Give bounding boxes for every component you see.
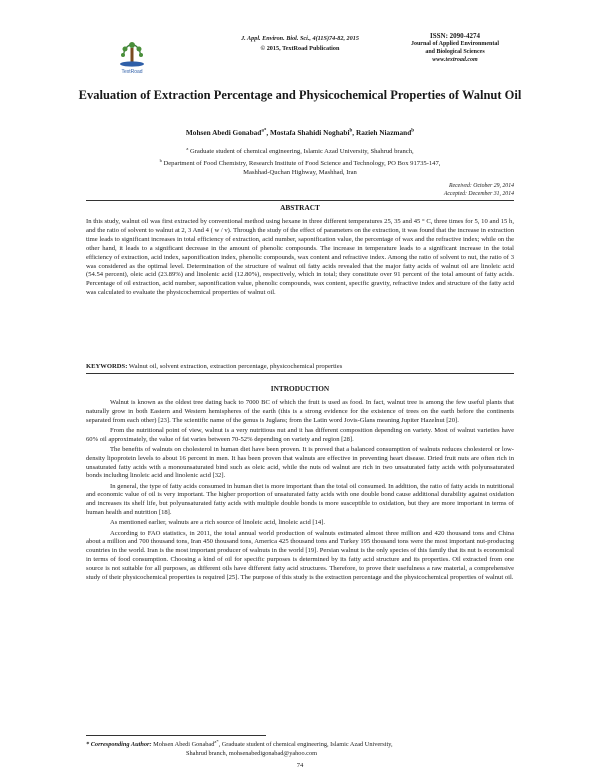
footnote-line1: , Graduate student of chemical engineering, Islamic Azad University,: [218, 741, 393, 749]
affiliation-a-mark: a: [186, 146, 189, 151]
journal-name-line1: Journal of Applied Environmental: [410, 41, 500, 47]
footnote-author-mark: a*: [214, 739, 219, 744]
paragraph: The benefits of walnuts on cholesterol in human diet have been proven. It is proved that a balanced consumption of walnuts reduces cholesterol or low-density lipoprotein levels to about 16 percent in men. It has been proven that walnuts are effective in preventing heart disease. Dried fruit nuts are often rich in unsaturated fatty acids with a monounsaturated bind such as oleic acid, while the nuts od walnut are rich in two unsaturated fatty acids with polyunsaturated bonds including linoleic acid and linolenic acid [32].: [86, 445, 514, 480]
paragraph: In general, the type of fatty acids consumed in human diet is more important than the total oil consumed. In addition, the ratio of fatty acids in nutritional and economic value of oil is very important. The higher proportion of unsaturated fatty acids with one double bond cause additional durability against oxidation and increases its shelf life, but polyunsaturated fatty acids with multiple double bonds is more susceptible to oxidation, but they are more important in terms of human health and nutrition [18].: [86, 482, 514, 517]
divider: [86, 373, 514, 374]
affiliation-b-line2: Mashhad-Quchan Highway, Mashhad, Iran: [243, 168, 357, 176]
author-1-mark: a*: [261, 128, 267, 134]
received-date: Received: October 29, 2014: [448, 183, 514, 189]
keywords-label: KEYWORDS:: [86, 363, 128, 370]
corresponding-author-footnote: [86, 738, 514, 758]
paragraph: Walnut is known as the oldest tree dating back to 7000 BC of which the fruit is used as food. In fact, walnut tree is among the few useful plants that naturally grow in both Eastern and Western hemispheres of the earth (this is a strong evidence for the existence of trees on the earth before the continents separated from each other) [23]. The scientific name of the genus is Juglans; from the Latin word Jovis-Glans meaning Jupiter Hazelnut [20].: [86, 399, 514, 424]
keywords-text: Walnut oil, solvent extraction, extraction percentage, physicochemical properties: [127, 363, 343, 370]
journal-citation: [200, 34, 400, 53]
abstract-heading: ABSTRACT: [280, 203, 320, 212]
accepted-date: Accepted: December 31, 2014: [443, 190, 514, 197]
author-2: Mostafa Shahidi Noghabi: [270, 128, 350, 137]
copyright-notice: © 2015, TextRoad Publication: [260, 44, 340, 52]
journal-info: [395, 32, 515, 64]
journal-url[interactable]: www.textroad.com: [432, 57, 478, 63]
journal-reference: J. Appl. Environ. Biol. Sci., 4(11S)74-82, 2015: [241, 35, 359, 42]
affiliations: [60, 145, 540, 178]
introduction-body: [86, 399, 514, 584]
paragraph: From the nutritional point of view, walnut is a very nutritious nut and it has different composition depending on variety. Most of walnut varieties have 60% oil approximately, the value of fat varies between 70-52% depending on variety and region [28].: [86, 426, 514, 443]
paragraph: As mentioned earlier, walnuts are a rich source of linoleic acid, linoleic acid [14].: [110, 519, 326, 527]
dates: [444, 183, 514, 198]
author-2-mark: b: [349, 128, 353, 134]
footnote-author: Mohsen Abedi Gonabad: [151, 741, 215, 749]
introduction-heading: INTRODUCTION: [270, 384, 330, 393]
divider: [86, 200, 514, 201]
journal-name-line2: and Biological Sciences: [425, 49, 485, 55]
keywords: [86, 363, 514, 372]
footnote-divider: [86, 735, 266, 736]
author-list: Mohsen Abedi Gonabad$^{a*}$, Mostafa Shahidi Noghabi$^b$, Razieh Niazmand$^b$: [185, 128, 415, 137]
affiliation-a: [60, 145, 540, 157]
affiliation-b-text: Department of Food Chemistry, Research Institute of Food Science and Technology, PO Box 91735-147,: [161, 160, 441, 168]
issn: ISSN: 2090-4274: [430, 32, 480, 40]
page-number: 74: [296, 762, 304, 769]
paper-title: Evaluation of Extraction Percentage and Physicochemical Properties of Walnut Oil: [78, 88, 522, 102]
footnote-label: * Corresponding Author:: [86, 741, 152, 749]
affiliation-b: [60, 157, 540, 169]
abstract-text: In this study, walnut oil was first extracted by conventional method using hexane in three different temperatures 25, 35 and 45 ° C, three times for 5, 10 and 15 h, and the ratio of solvent to walnut at 2, 3 And 4 ( w / v). Through the study of the effect of parameters on the extraction, it was found that the increase in extraction time leads to significant increases in total efficiency of extraction, acid number, saponification value, the percentage of wax and the refractive index; while on the other hand, it leads to a significant decrease in the amount of phenolic compounds. The increase in temperature leads to a significant increase in the total efficiency of extraction, acid index, saponification index, phenolic compounds, wax content and refractive index. Among the ratio of solvent to nut, the ratio of 3 was considered as the optimal level. Determination of the structure of walnut oil fatty acids revealed that the major fatty acids of walnut oil are linoleic acid (54.54 percent), oleic acid (23.89%) and linolenic acid (12.80%), respectively, which in total; they constitute over 91 percent of the total amount of fatty acids. Percentage of oil extraction, acid number, saponification value, phenolic compounds, wax content, specific gravity, refractive index and structure of the fatty acid was calculated to evaluate the physicochemical properties of walnut oil.: [86, 218, 514, 297]
affiliation-b-mark: b: [159, 157, 162, 163]
author-1: Mohsen Abedi Gonabad: [185, 128, 262, 137]
affiliation-a-text: Graduate student of chemical engineering, Islamic Azad University, Shahrud branch,: [188, 148, 414, 156]
textroad-logo: [112, 36, 152, 76]
paragraph: According to FAO statistics, in 2011, the total annual world production of walnuts estimated almost three million and 420 thousand tons and China about a million and 700 thousand tons, Iran 450 thousand tons, America 425 thousand tons and Turkey 195 thousand tons were the most important nut-producing countries in the world. Iran is the most important producer of walnuts in the world [19]. Persian walnut is the only species of this family that its nut is economical in terms of food consumption. Choosing a kind of oil for specific purposes is determined by its fatty acid structure and its properties. Oil extracted from one source is not suitable for all purposes, as different oils have different fatty acid structures. Therefore, to prove their usefulness a raw material, a comprehensive study of their physicochemical properties is required [25]. The purpose of this study is the extraction percentage and the physicochemical properties of walnut oil.: [86, 529, 514, 581]
author-3-mark: b: [411, 128, 415, 134]
author-3: Razieh Niazmand: [355, 128, 412, 137]
footnote-line2: Shahrud branch, mohsenabedigonabad@yahoo.com: [186, 749, 318, 757]
logo-wordmark: TextRoad: [121, 69, 143, 75]
